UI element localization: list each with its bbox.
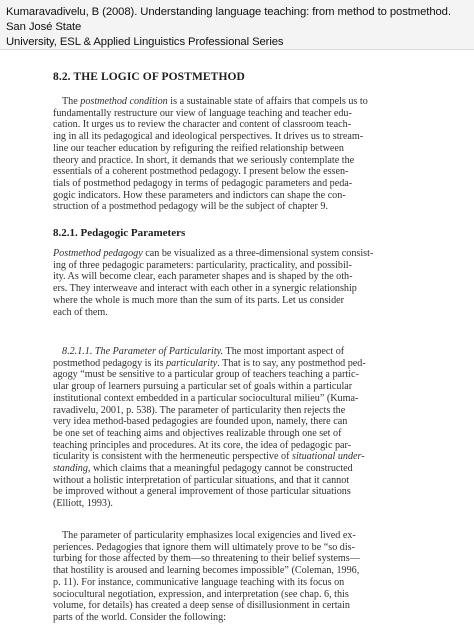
particularity-line: ular group of learners pursuing a particular set of goals within a particular	[53, 381, 353, 393]
citation-line-1: Kumaravadivelu, B (2008). Understanding language teaching: from method to postmethod. San José State	[6, 6, 451, 33]
exigencies-line: volume, for details) has created a deep sense of disillusionment in certain	[53, 600, 350, 612]
book-page	[0, 50, 474, 632]
particularity-term: particularity	[166, 357, 218, 369]
particularity-subheading: 8.2.1.1. The Parameter of Particularity.	[62, 346, 224, 357]
postmethod-condition-term: postmethod condition	[80, 96, 168, 107]
intro-line-1: The postmethod condition is a sustainable state of affairs that compels us to	[62, 96, 368, 107]
exigencies-line: sociocultural negotiation, expression, and interpretation (see chap. 6, this	[53, 588, 349, 600]
particularity-line: ravadivelu, 2001, p. 538). The parameter of particularity then rejects the	[53, 404, 346, 416]
subsection-heading: 8.2.1. Pedagogic Parameters	[53, 227, 186, 239]
intro-line: theory and practice. In short, it demands that we seriously contemplate the	[53, 154, 355, 166]
citation-text	[6, 5, 470, 50]
particularity-line-1: 8.2.1.1. The Parameter of Particularity. The most important aspect of	[62, 346, 345, 357]
particularity-line-2: postmethod pedagogy is its particularity. That is to say, any postmethod ped-	[53, 357, 366, 369]
particularity-line: be improved without a general improvement of those particular situations	[53, 486, 351, 498]
intro-line: tials of postmethod pedagogy in terms of pedagogic parameters and peda-	[53, 177, 353, 189]
exigencies-line: turbing for those affected by them—so threatening to their belief systems—	[53, 553, 360, 565]
particularity-line: very idea method-based pedagogies are founded upon, namely, there can	[53, 416, 348, 428]
exigencies-line-1: The parameter of particularity emphasizes local exigencies and lived ex-	[62, 530, 356, 541]
particularity-line: without a holistic interpretation of particular situations, and that it cannot	[53, 474, 350, 486]
exigencies-line: that hostility is aroused and learning becomes impossible” (Coleman, 1996,	[53, 565, 360, 577]
particularity-line: teaching principles and procedures. At its core, the idea of pedagogic par-	[53, 439, 352, 451]
intro-line: ing in all its pedagogical and ideological perspectives. It drives us to stream-	[53, 131, 364, 143]
particularity-line: be one set of teaching aims and objectives realizable through one set of	[53, 427, 342, 439]
params-line-1: Postmethod pedagogy can be visualized as a three-dimensional system consist-	[53, 248, 374, 259]
particularity-line: institutional context embedded in a particular sociocultural milieu” (Kuma-	[53, 392, 359, 404]
particularity-line: agogy “must be sensitive to a particular group of teachers teaching a partic-	[53, 369, 359, 381]
citation-banner	[0, 0, 474, 50]
section-heading: 8.2. THE LOGIC OF POSTMETHOD	[53, 71, 245, 83]
postmethod-pedagogy-term: Postmethod pedagogy	[53, 248, 143, 259]
particularity-line: (Elliott, 1993).	[53, 498, 113, 510]
citation-line-2: University, ESL & Applied Linguistics Professional Series	[6, 36, 284, 48]
situational-understanding-term: situational under-	[292, 451, 365, 463]
params-line: ing of three pedagogic parameters: particularity, practicality, and possibil-	[53, 259, 352, 271]
params-line: ers. They interweave and interact with each other in a synergic relationship	[53, 283, 357, 295]
params-line: each of them.	[53, 306, 108, 318]
intro-line: essentials of a coherent postmethod pedagogy. I present below the essen-	[53, 166, 349, 178]
intro-line: fundamentally restructure our view of language teaching and teacher edu-	[53, 107, 352, 119]
intro-line: struction of a postmethod pedagogy will be the subject of chapter 9.	[53, 201, 328, 213]
intro-line: line our teacher education by refiguring the reified relationship between	[53, 142, 344, 154]
params-line: where the whole is much more than the sum of its parts. Let us consider	[53, 294, 345, 306]
exigencies-line: parts of the world. Consider the following:	[53, 611, 226, 623]
exigencies-line: p. 11). For instance, communicative language teaching with its focus on	[53, 576, 345, 588]
intro-line: cation. It urges us to review the character and content of classroom teach-	[53, 119, 352, 131]
intro-line: gogic indicators. How these parameters and indictors can shape the con-	[53, 189, 346, 201]
particularity-paragraph	[53, 346, 443, 510]
params-line: ity. As will become clear, each parameter shapes and is shaped by the oth-	[53, 271, 353, 283]
parameters-paragraph	[53, 248, 443, 318]
intro-paragraph	[53, 96, 443, 213]
particularity-line-11: standing, which claims that a meaningful pedagogy cannot be constructed	[53, 463, 353, 475]
exigencies-paragraph	[53, 530, 443, 624]
exigencies-line: periences. Pedagogies that ignore them will ultimately prove to be “so dis-	[53, 541, 355, 553]
particularity-line-10: ticularity is consistent with the hermeneutic perspective of situational under-	[53, 451, 365, 463]
